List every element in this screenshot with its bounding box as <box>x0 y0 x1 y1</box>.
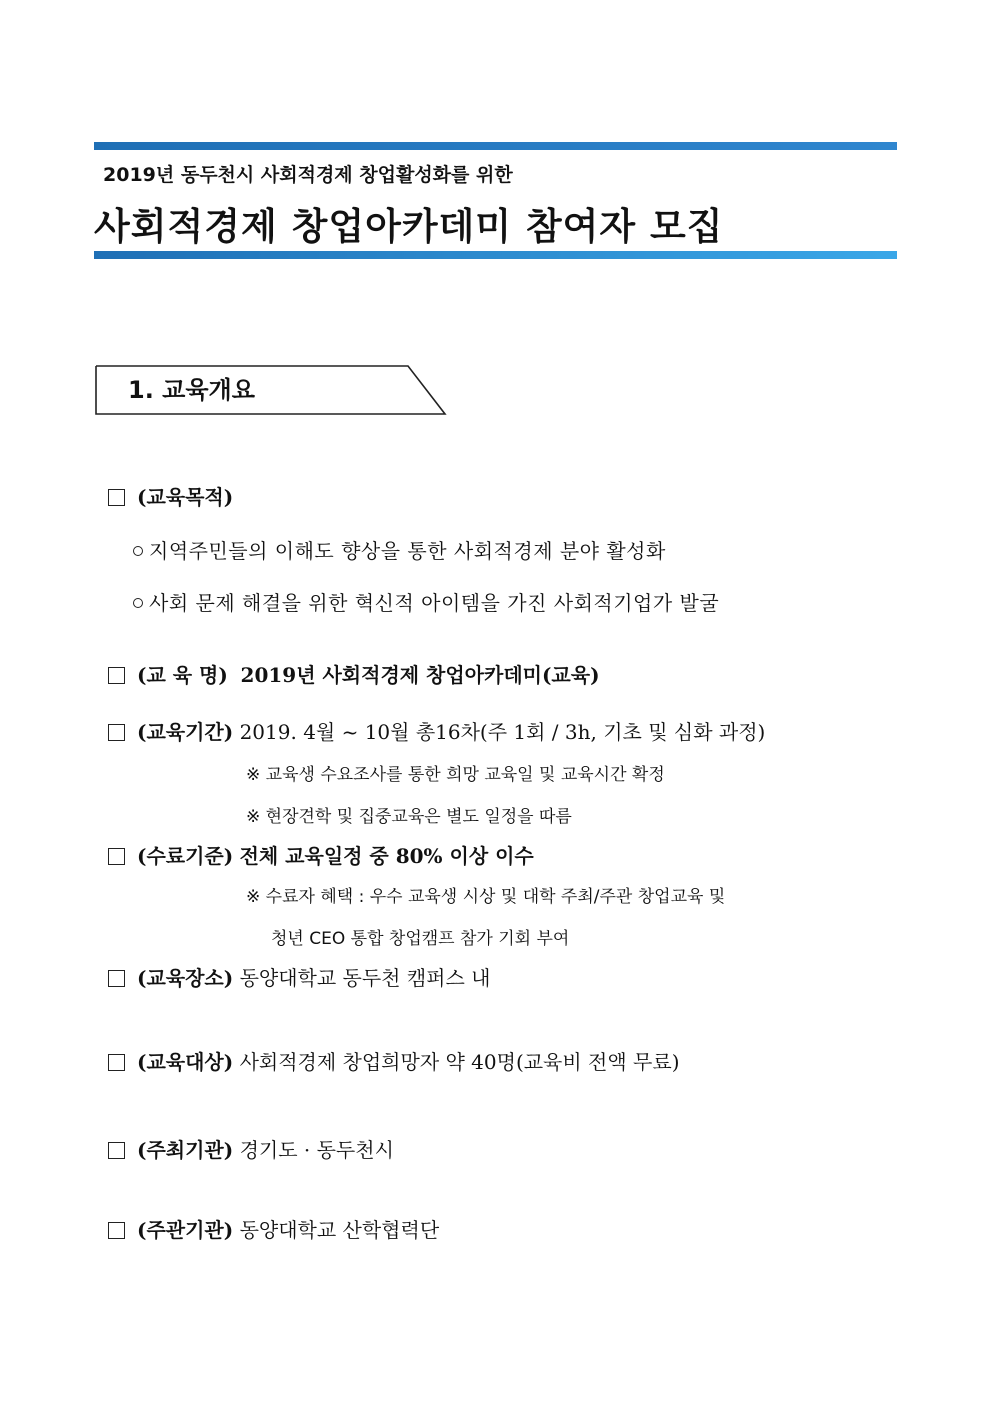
checkbox-square-icon <box>108 1054 125 1071</box>
item-purpose <box>108 481 233 510</box>
item-label: (교 육 명) <box>137 663 228 687</box>
period-note-2: ※ 현장견학 및 집중교육은 별도 일정을 따름 <box>246 807 572 827</box>
item-name <box>108 659 600 688</box>
item-completion <box>108 840 534 869</box>
item-label: (교육목적) <box>137 485 234 509</box>
item-label: (수료기준) <box>137 844 234 868</box>
item-period <box>108 716 765 745</box>
item-value: 전체 교육일정 중 80% 이상 이수 <box>239 844 534 868</box>
checkbox-square-icon <box>108 1142 125 1159</box>
item-value: 동양대학교 산학협력단 <box>239 1218 440 1242</box>
checkbox-square-icon <box>108 489 125 506</box>
header-subtitle: 2019년 동두천시 사회적경제 창업활성화를 위한 <box>103 164 513 186</box>
item-host <box>108 1134 394 1163</box>
circle-bullet-icon <box>133 598 143 608</box>
section-heading-tab <box>94 364 448 416</box>
item-value: 경기도 · 동두천시 <box>239 1138 394 1162</box>
period-note-1: ※ 교육생 수요조사를 통한 희망 교육일 및 교육시간 확정 <box>246 765 665 785</box>
completion-note-2: 청년 CEO 통합 창업캠프 참가 기회 부여 <box>271 929 570 949</box>
bullet-text: 지역주민들의 이해도 향상을 통한 사회적경제 분야 활성화 <box>149 539 666 563</box>
item-organizer <box>108 1214 439 1243</box>
checkbox-square-icon <box>108 724 125 741</box>
item-label: (교육기간) <box>137 720 234 744</box>
checkbox-square-icon <box>108 1222 125 1239</box>
purpose-bullet-1 <box>133 535 666 564</box>
item-value: 2019년 사회적경제 창업아카데미(교육) <box>240 663 600 687</box>
item-label: (교육장소) <box>137 966 234 990</box>
item-value: 사회적경제 창업희망자 약 40명(교육비 전액 무료) <box>239 1050 680 1074</box>
header-bottom-rule <box>94 251 897 259</box>
item-value: 동양대학교 동두천 캠퍼스 내 <box>239 966 491 990</box>
completion-note-1: ※ 수료자 혜택 : 우수 교육생 시상 및 대학 주최/주관 창업교육 및 <box>246 887 726 907</box>
checkbox-square-icon <box>108 848 125 865</box>
purpose-bullet-2 <box>133 587 719 616</box>
section-heading: 1. 교육개요 <box>128 376 255 404</box>
header-top-rule <box>94 142 897 150</box>
bullet-text: 사회 문제 해결을 위한 혁신적 아이템을 가진 사회적기업가 발굴 <box>149 591 720 615</box>
item-label: (주관기관) <box>137 1218 234 1242</box>
item-location <box>108 962 491 991</box>
circle-bullet-icon <box>133 546 143 556</box>
item-label: (주최기관) <box>137 1138 234 1162</box>
page-title: 사회적경제 창업아카데미 참여자 모집 <box>94 205 724 248</box>
item-target <box>108 1046 680 1075</box>
checkbox-square-icon <box>108 667 125 684</box>
item-value: 2019. 4월 ~ 10월 총16차(주 1회 / 3h, 기초 및 심화 과정) <box>239 720 766 744</box>
checkbox-square-icon <box>108 970 125 987</box>
item-label: (교육대상) <box>137 1050 234 1074</box>
